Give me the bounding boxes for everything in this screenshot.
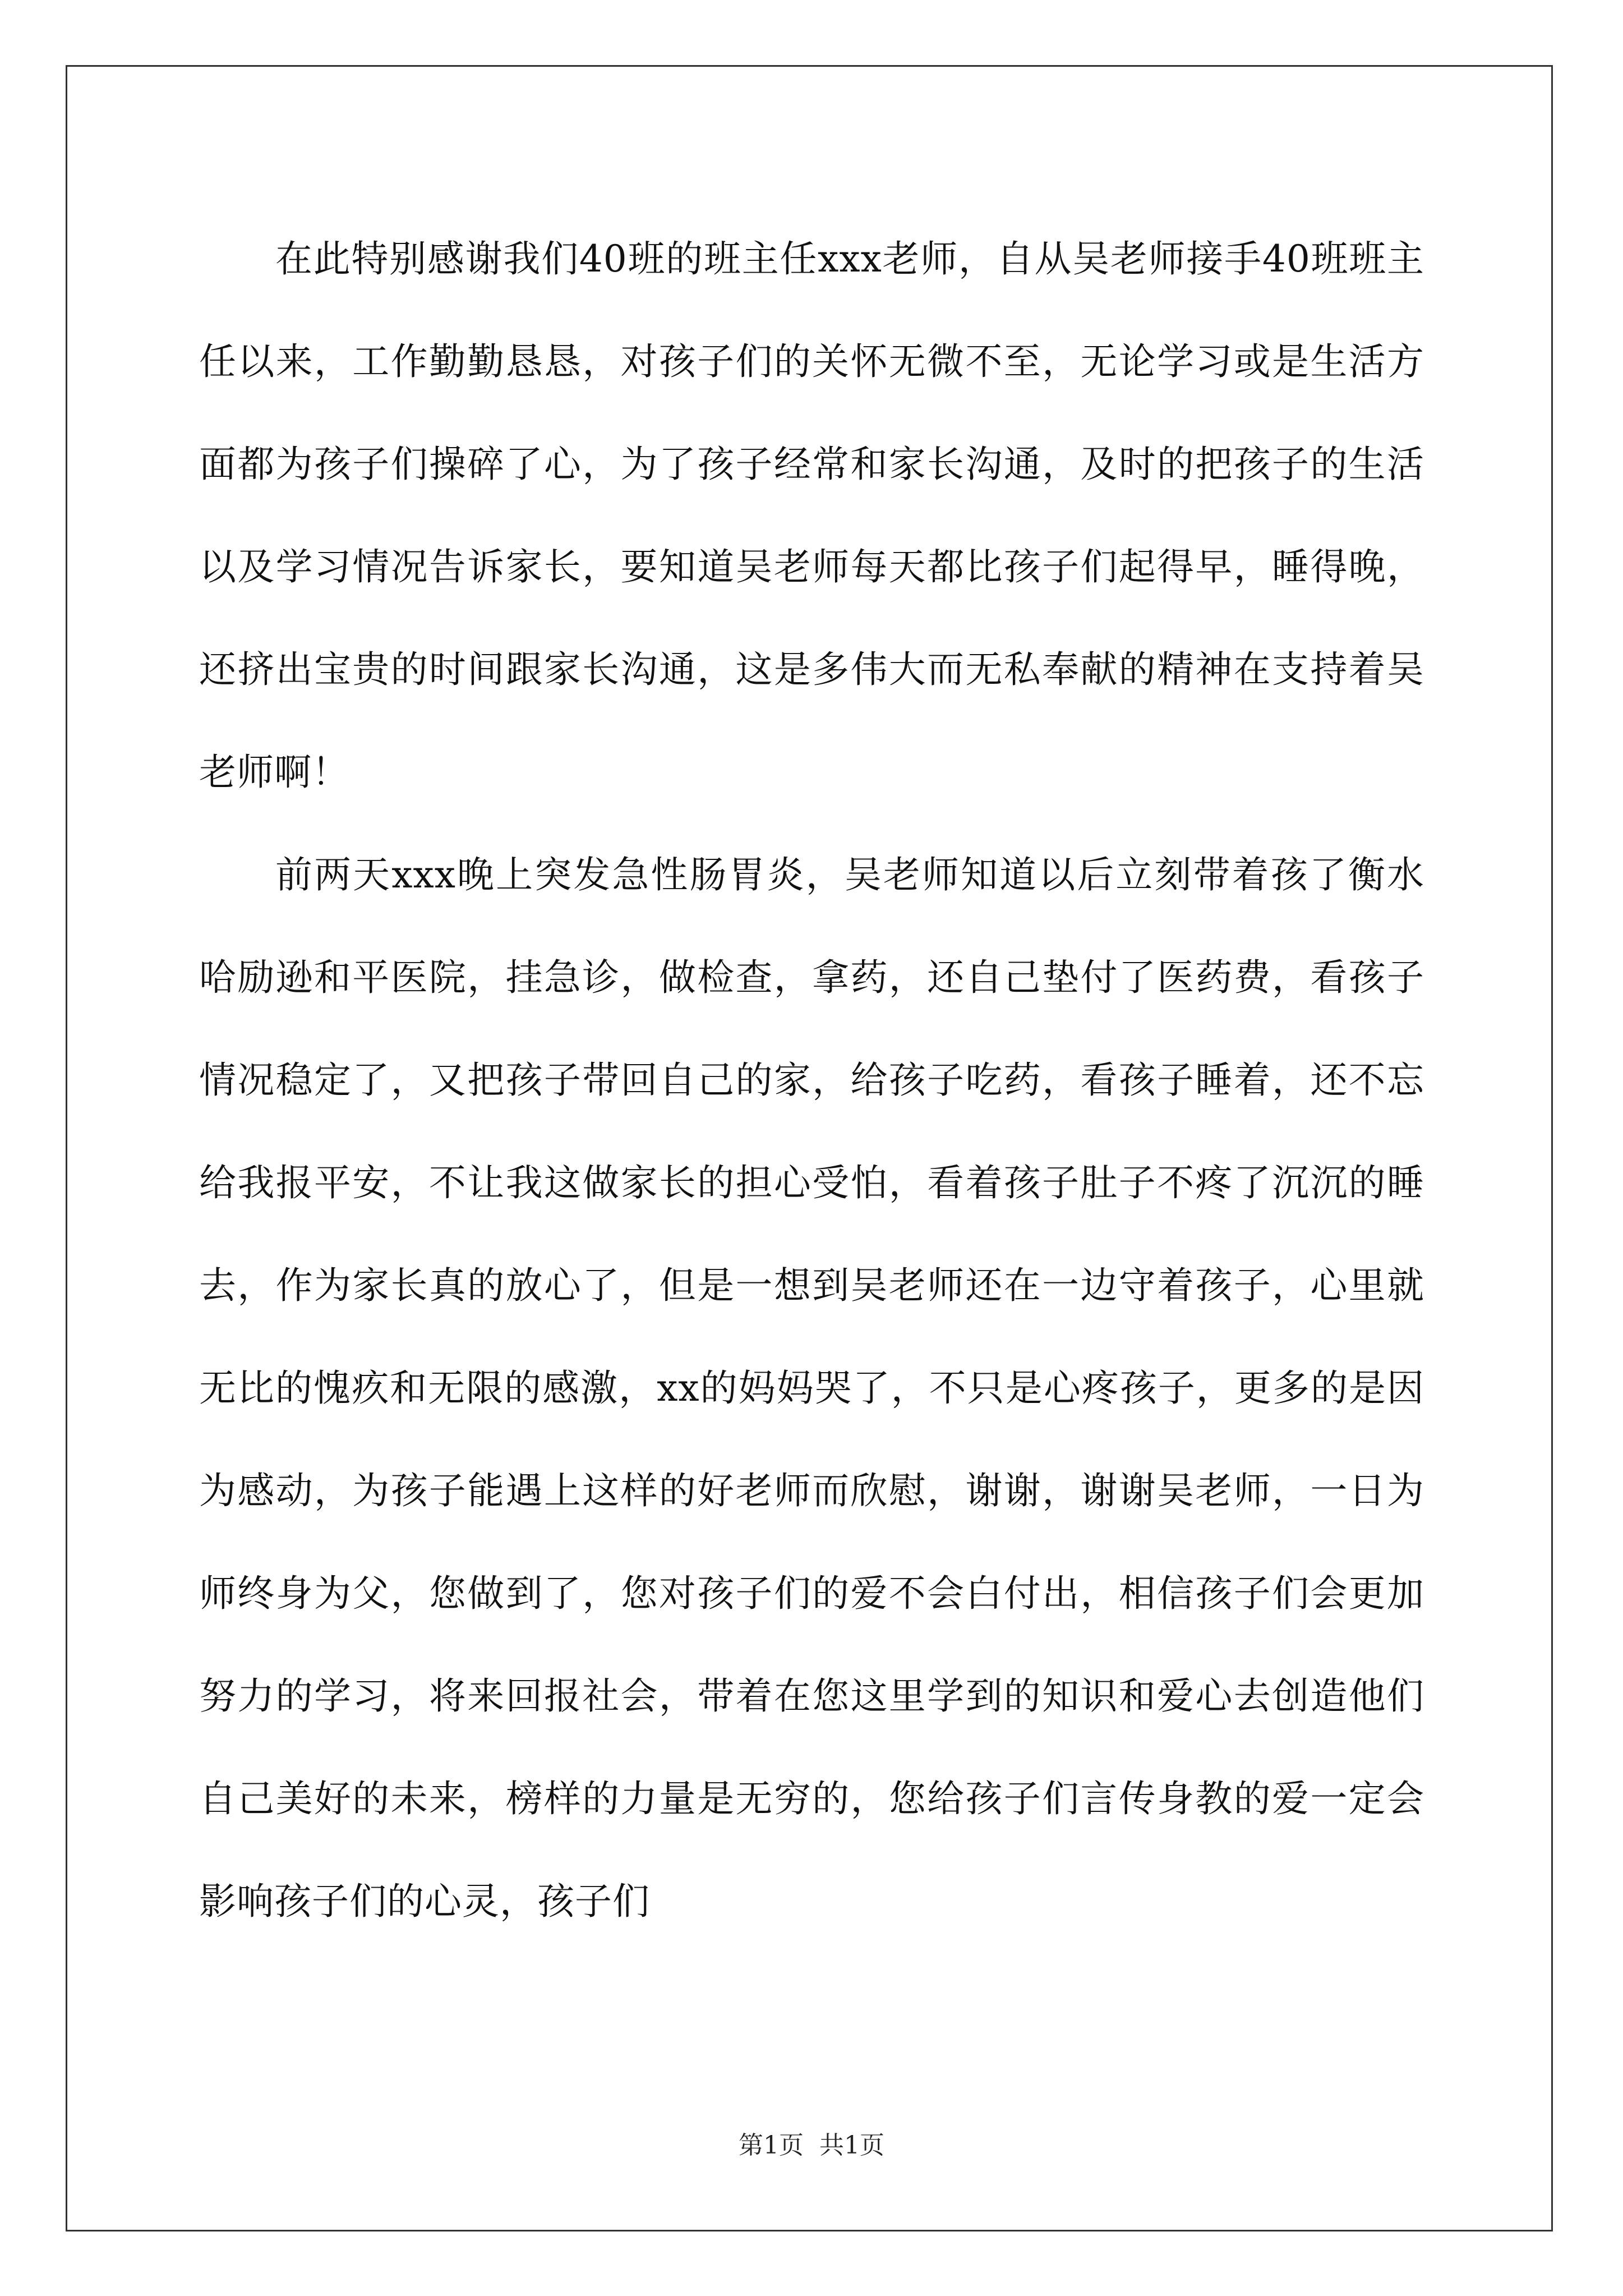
page-number-current: 第1页 — [739, 2131, 804, 2160]
paragraph-2: 前两天xxx晚上突发急性肠胃炎，吴老师知道以后立刻带着孩了衡水哈励逊和平医院，挂急诊，做检查，拿药，还自己垫付了医药费，看孩子情况稳定了，又把孩子带回自己的家，给孩子吃药，看孩子睡着，还不忘给我报平安，不让我这做家长的担心受怕，看着孩子肚子不疼了沉沉的睡去，作为家长真的放心了，但是一想到吴老师还在一边守着孩子，心里就无比的愧疚和无限的感激，xx的妈妈哭了，不只是心疼孩子，更多的是因为感动，为孩子能遇上这样的好老师而欣慰，谢谢，谢谢吴老师，一日为师终身为父，您做到了，您对孩子们的爱不会白付出，相信孩子们会更加努力的学习，将来回报社会，带着在您这里学到的知识和爱心去创造他们自己美好的未来，榜样的力量是无穷的，您给孩子们言传身教的爱一定会影响孩子们的心灵，孩子们 — [199, 853, 1424, 1923]
page-footer — [0, 2129, 1623, 2162]
document-body — [199, 208, 1424, 1953]
page-number-total: 共1页 — [819, 2131, 884, 2160]
paragraph-1: 在此特别感谢我们40班的班主任xxx老师，自从吴老师接手40班班主任以来，工作勤勤恳恳，对孩子们的关怀无微不至，无论学习或是生活方面都为孩子们操碎了心，为了孩子经常和家长沟通，及时的把孩子的生活以及学习情况告诉家长，要知道吴老师每天都比孩子们起得早，睡得晚，还挤出宝贵的时间跟家长沟通，这是多伟大而无私奉献的精神在支持着吴老师啊！ — [199, 237, 1424, 794]
